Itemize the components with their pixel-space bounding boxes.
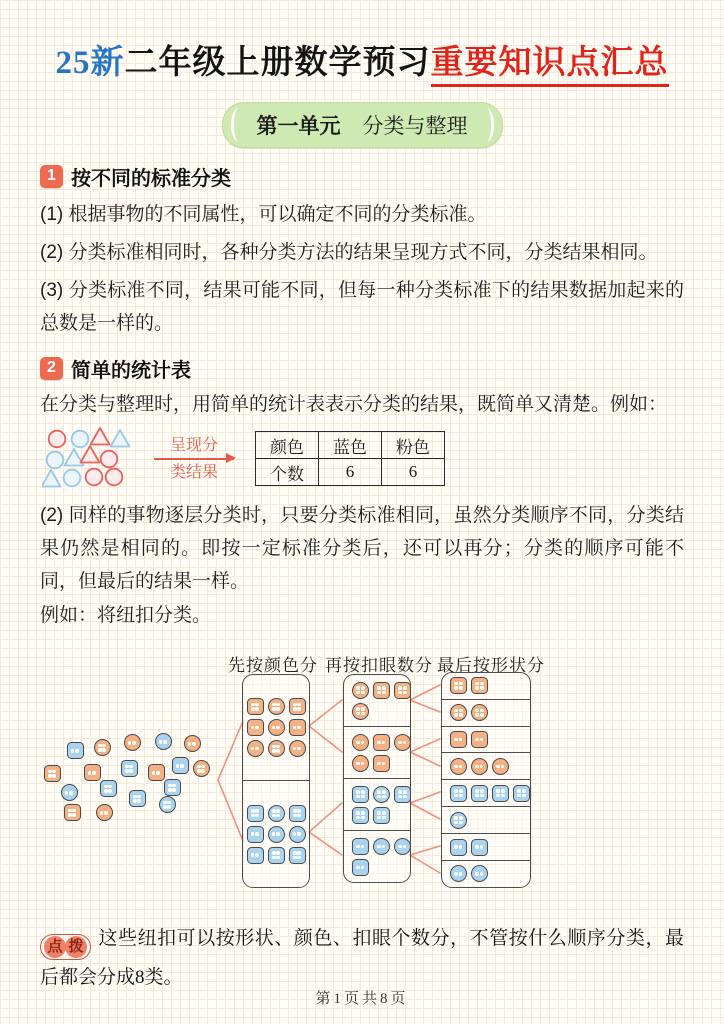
section2-point-2: (2) 同样的事物逐层分类时，只要分类标准相同，虽然分类顺序不同，分类结果仍然是相同的。即按一定标准分类后，还可以再分；分类的顺序可能不同，但最后的结果一样。: [40, 504, 684, 592]
pink-circle-shape: [49, 431, 66, 448]
tip-badge-char-2: 拨: [65, 936, 87, 958]
button-blue-circle-2holes: [450, 865, 467, 882]
blue-circle-shape: [64, 470, 81, 487]
section2-intro: 在分类与整理时，用简单的统计表表示分类的结果，既简单又清楚。例如：: [40, 393, 668, 415]
example2-label: 例如：: [40, 604, 98, 626]
button-blue-square-4holes: [100, 780, 117, 797]
pink-circle-shape: [106, 469, 123, 486]
pink-circle-shape: [101, 451, 118, 468]
unit-badge-name: 分类与整理: [362, 114, 468, 138]
button-orange-circle-2holes: [450, 758, 467, 775]
button-blue-square-4holes: [164, 779, 181, 796]
button-orange-square-4holes: [44, 765, 61, 782]
button-blue-circle-2holes: [289, 826, 306, 843]
sort-cell: [442, 699, 530, 726]
button-orange-square-2holes: [289, 719, 306, 736]
button-orange-square-2holes: [373, 734, 390, 751]
stat-example-row: [40, 424, 684, 494]
button-orange-circle-4holes: [94, 739, 111, 756]
button-orange-circle-2holes: [184, 735, 201, 752]
sort-cell: [442, 726, 530, 753]
stat-table: [255, 431, 445, 486]
title-part-black: 二年级上册数学预习: [124, 45, 431, 81]
button-blue-square-2holes: [352, 838, 369, 855]
sort-column-3: [441, 672, 531, 888]
button-orange-circle-4holes: [450, 704, 467, 721]
button-blue-square-4holes: [394, 786, 411, 803]
sort-cell: [243, 675, 309, 781]
arrow-label-top: 呈现分: [169, 436, 218, 454]
button-orange-square-4holes: [373, 682, 390, 699]
button-blue-circle-4holes: [159, 796, 176, 813]
present-result-arrow: [151, 436, 237, 483]
example2-text: 将纽扣分类。: [97, 604, 212, 626]
button-orange-circle-2holes: [394, 734, 411, 751]
button-orange-circle-4holes: [352, 682, 369, 699]
button-blue-square-2holes: [247, 847, 264, 864]
pink-triangle-shape: [91, 428, 110, 445]
button-orange-circle-2holes: [268, 719, 285, 736]
sort-cell: [442, 779, 530, 806]
blue-circle-shape: [72, 431, 89, 448]
page-number: 第1页共8页: [315, 991, 409, 1007]
button-blue-circle-2holes: [155, 733, 172, 750]
button-orange-circle-2holes: [124, 734, 141, 751]
button-orange-square-2holes: [148, 764, 165, 781]
stat-table-value-cell: 6: [382, 459, 445, 486]
button-blue-square-2holes: [172, 757, 189, 774]
button-orange-square-2holes: [450, 731, 467, 748]
button-orange-circle-4holes: [471, 704, 488, 721]
button-orange-circle-2holes: [352, 734, 369, 751]
button-blue-square-2holes: [471, 839, 488, 856]
button-blue-square-4holes: [268, 847, 285, 864]
stat-table-value-cell: 6: [319, 459, 382, 486]
sort-cell: [442, 673, 530, 699]
pink-triangle-shape: [81, 446, 100, 463]
pink-circle-shape: [86, 469, 103, 486]
button-orange-square-2holes: [471, 731, 488, 748]
button-blue-square-4holes: [450, 785, 467, 802]
blue-triangle-shape: [42, 470, 61, 487]
button-orange-circle-4holes: [352, 703, 369, 720]
title-part-blue: 25新: [55, 45, 125, 81]
sort-cell: [442, 833, 530, 860]
sort-cell: [344, 778, 410, 830]
section1-point-1: (1) 根据事物的不同属性，可以确定不同的分类标准。: [40, 203, 487, 225]
page-title: [40, 40, 684, 88]
button-blue-circle-4holes: [373, 786, 390, 803]
arrow-label-bottom: 类结果: [169, 464, 218, 482]
tip-note: [40, 921, 684, 996]
button-orange-circle-2holes: [289, 740, 306, 757]
tip-text: 这些纽扣可以按形状、颜色、扣眼个数分，不管按什么顺序分类，最后都会分成8类。: [40, 927, 684, 989]
button-blue-square-2holes: [67, 742, 84, 759]
button-orange-square-4holes: [247, 698, 264, 715]
section1-heading: [40, 162, 684, 191]
button-blue-circle-4holes: [450, 812, 467, 829]
sort-column-2: [343, 674, 411, 883]
button-blue-circle-2holes: [373, 838, 390, 855]
tip-badge: [40, 934, 91, 960]
button-blue-circle-2holes: [471, 865, 488, 882]
stat-table-row: [256, 459, 445, 486]
section1-title: 按不同的标准分类: [71, 167, 231, 190]
button-blue-square-4holes: [352, 786, 369, 803]
sort-cell: [243, 780, 309, 887]
button-sort-diagram: [0, 651, 724, 909]
button-orange-square-4holes: [64, 804, 81, 821]
button-blue-square-4holes: [247, 805, 264, 822]
button-blue-circle-2holes: [61, 784, 78, 801]
button-blue-square-2holes: [450, 839, 467, 856]
button-blue-square-4holes: [513, 785, 530, 802]
stat-table-row: [256, 432, 445, 459]
section1-number-badge: 1: [40, 165, 63, 188]
stat-table-header-cell: 蓝色: [319, 432, 382, 459]
blue-circle-shape: [47, 452, 64, 469]
sort-cell: [344, 830, 410, 882]
unit-badge-row: [40, 102, 684, 148]
button-blue-square-4holes: [471, 785, 488, 802]
section2-number-badge: 2: [40, 357, 63, 380]
button-orange-circle-4holes: [268, 698, 285, 715]
button-orange-circle-2holes: [492, 758, 509, 775]
button-blue-square-4holes: [373, 807, 390, 824]
sort-label-shape: 最后按形状分: [437, 655, 545, 675]
example2-line: [40, 600, 684, 632]
button-blue-square-2holes: [247, 826, 264, 843]
button-orange-circle-2holes: [247, 740, 264, 757]
button-orange-circle-4holes: [268, 740, 285, 757]
button-blue-circle-2holes: [268, 826, 285, 843]
button-blue-square-4holes: [289, 847, 306, 864]
sort-cell: [442, 860, 530, 887]
button-orange-square-2holes: [84, 764, 101, 781]
button-orange-circle-4holes: [193, 760, 210, 777]
button-orange-circle-2holes: [352, 755, 369, 772]
button-blue-square-4holes: [289, 805, 306, 822]
sort-cell: [344, 726, 410, 778]
sort-label-color: 先按颜色分: [228, 655, 318, 675]
stat-table-header-cell: 颜色: [256, 432, 319, 459]
title-part-red: 重要知识点汇总: [431, 45, 669, 87]
section2-title: 简单的统计表: [71, 359, 191, 382]
button-orange-square-2holes: [247, 719, 264, 736]
button-orange-square-4holes: [450, 677, 467, 694]
blue-triangle-shape: [111, 430, 130, 447]
sort-cell: [442, 752, 530, 779]
unit-badge: [222, 102, 503, 148]
button-blue-square-2holes: [352, 859, 369, 876]
unit-badge-number: 第一单元: [256, 114, 341, 138]
button-orange-square-2holes: [373, 755, 390, 772]
button-blue-circle-4holes: [268, 805, 285, 822]
sort-cell: [344, 675, 410, 726]
section1-point-3: (3) 分类标准不同，结果可能不同，但每一种分类标准下的结果数据加起来的总数是一样的。: [40, 279, 684, 334]
button-blue-square-4holes: [352, 807, 369, 824]
shapes-cluster: [42, 426, 137, 492]
button-orange-square-4holes: [289, 698, 306, 715]
stat-table-value-cell: 个数: [256, 459, 319, 486]
button-orange-square-4holes: [471, 677, 488, 694]
button-blue-square-4holes: [129, 790, 146, 807]
tip-badge-char-1: 点: [44, 936, 66, 958]
section2-heading: [40, 354, 684, 383]
section1-point-2: (2) 分类标准相同时，各种分类方法的结果呈现方式不同，分类结果相同。: [40, 241, 658, 263]
button-orange-circle-2holes: [471, 758, 488, 775]
arrow-icon: [154, 458, 234, 461]
button-blue-square-4holes: [121, 760, 138, 777]
sort-column-1: [242, 674, 310, 888]
sort-label-holes: 再按扣眼数分: [325, 655, 433, 675]
button-orange-square-4holes: [394, 682, 411, 699]
button-orange-circle-2holes: [96, 804, 113, 821]
button-blue-square-4holes: [492, 785, 509, 802]
sort-cell: [442, 806, 530, 833]
button-blue-circle-2holes: [394, 838, 411, 855]
stat-table-header-cell: 粉色: [382, 432, 445, 459]
